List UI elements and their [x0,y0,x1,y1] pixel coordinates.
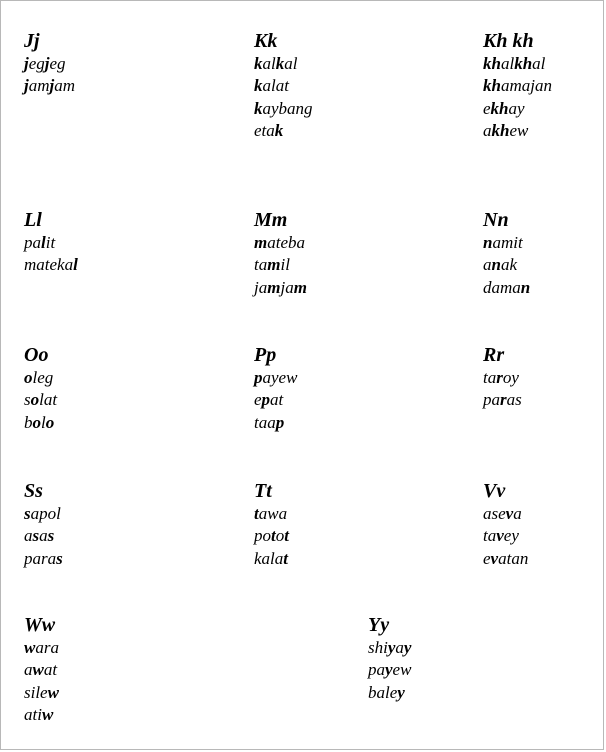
example-word: bolo [24,412,55,432]
letter-group-ss [24,479,63,570]
example-word: paras [483,390,522,410]
example-word: namit [483,233,523,252]
group-heading: Vv [483,480,506,502]
group-heading: Pp [254,344,277,366]
example-word: atiw [24,704,54,724]
group-heading: Rr [483,344,505,366]
example-word: jamjam [254,277,307,297]
example-word: etak [254,120,284,140]
example-word: akhew [483,120,529,140]
letter-group-ww [24,613,59,726]
example-word: kalat [254,548,289,568]
example-word: epat [254,390,284,410]
example-word: payew [254,368,298,387]
example-word: tamil [254,255,290,275]
example-word: oleg [24,368,54,387]
example-word: matekal [24,255,78,275]
example-word: solat [24,390,58,410]
letter-group-khkh [483,29,552,142]
letter-group-kk [254,29,313,142]
example-word: shiyay [368,638,412,657]
example-word: tawa [254,504,288,523]
example-word: daman [483,277,531,297]
group-heading: Jj [24,30,40,52]
group-heading: Ww [24,614,56,636]
letter-group-oo [24,343,57,434]
example-word: baley [368,682,405,702]
letter-group-nn [483,208,530,299]
example-word: tavey [483,526,519,546]
example-word: kalat [254,76,289,96]
example-word: taap [254,412,285,432]
example-word: paras [24,548,63,568]
letter-group-vv [483,479,528,570]
example-word: kalkal [254,54,298,73]
example-word: sapol [24,504,61,523]
group-heading: Oo [24,344,49,366]
group-heading: Tt [254,480,272,502]
example-word: ekhay [483,98,525,118]
example-word: anak [483,255,518,275]
example-word: asas [24,526,55,546]
group-heading: Kk [254,30,278,52]
group-heading: Nn [483,209,509,231]
example-word: evatan [483,548,529,568]
example-word: silew [24,682,59,702]
example-word: taroy [483,368,519,387]
example-word: awat [24,660,58,680]
example-word: khalkhal [483,54,546,73]
example-word: jamjam [24,76,76,96]
group-heading: Kh kh [483,30,534,52]
example-word: kaybang [254,98,313,118]
letter-group-pp [254,343,297,434]
letter-group-tt [254,479,289,570]
example-word: wara [24,638,59,657]
letter-group-yy [368,613,411,704]
letter-group-mm [254,208,307,299]
example-word: jegjeg [24,54,66,73]
group-heading: Ss [24,480,43,502]
example-word: mateba [254,233,306,252]
letter-group-jj [24,29,75,98]
group-heading: Ll [24,209,42,231]
example-word: payew [368,660,412,680]
example-word: potot [254,526,289,546]
group-heading: Yy [368,614,390,636]
example-word: palit [24,233,56,252]
example-word: khamajan [483,76,552,96]
example-word: aseva [483,504,522,523]
letter-group-ll [24,208,78,277]
group-heading: Mm [254,209,288,231]
letter-group-rr [483,343,522,412]
